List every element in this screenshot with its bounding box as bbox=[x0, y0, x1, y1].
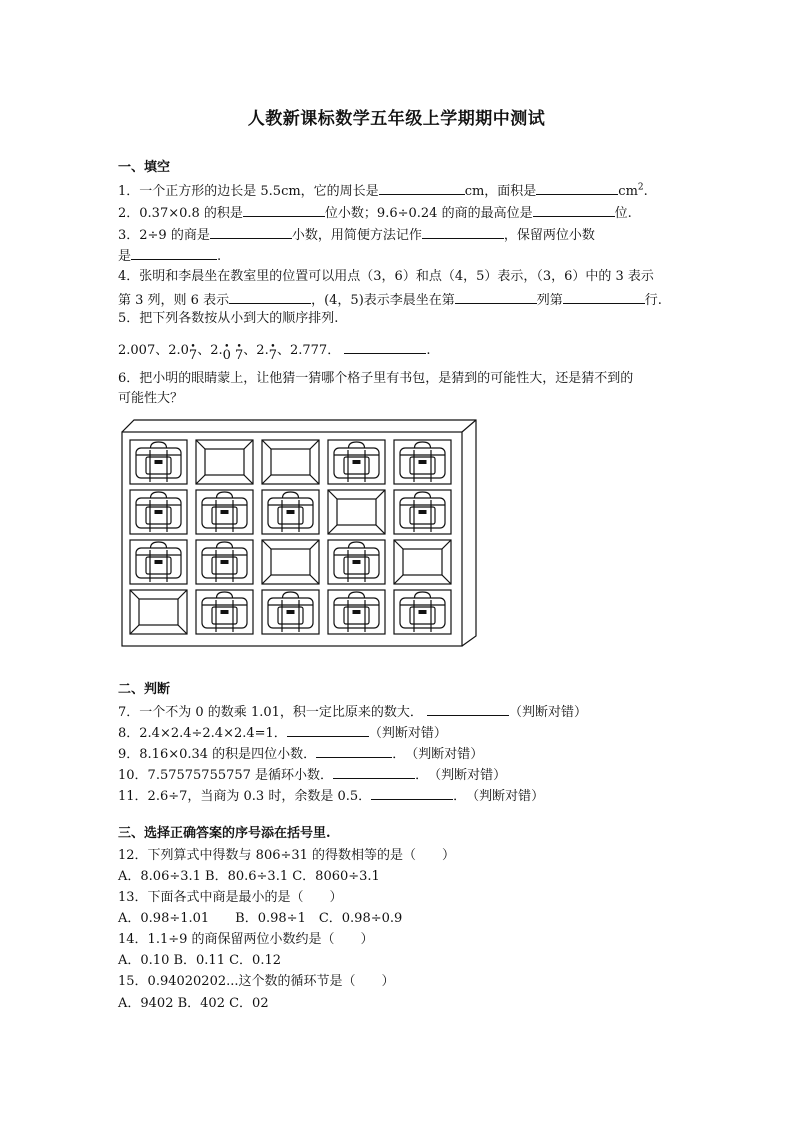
answer-blank[interactable] bbox=[229, 290, 311, 304]
question-4: 4．张明和李晨坐在教室里的位置可以用点（3，6）和点（4，5）表示，（3，6）中的 3 表示 bbox=[118, 269, 654, 284]
shelf-cell-empty bbox=[262, 540, 319, 584]
shelf-cell-bag bbox=[130, 490, 187, 534]
shelf-cell-bag bbox=[262, 490, 319, 534]
shelf-cell-bag bbox=[328, 540, 385, 584]
question-13: 13．下面各式中商是最小的是（ ） bbox=[118, 890, 343, 905]
shelf-cell-bag bbox=[328, 440, 385, 484]
question-2: 2．0.37×0.8 的积是 位小数；9.6÷0.24 的商的最高位是 位. bbox=[118, 203, 632, 223]
shelf-cell-bag bbox=[262, 590, 319, 634]
school-bag-icon bbox=[136, 542, 181, 582]
school-bag-icon bbox=[136, 492, 181, 532]
shelf-cell-bag bbox=[394, 590, 451, 634]
shelf-cell-bag bbox=[196, 490, 253, 534]
question-13-options: A．0.98÷1.01 B．0.98÷1 C．0.98÷0.9 bbox=[118, 911, 403, 926]
school-bag-icon bbox=[268, 492, 313, 532]
answer-blank[interactable] bbox=[316, 744, 392, 758]
shelf-cell-empty bbox=[328, 490, 385, 534]
school-bag-icon bbox=[202, 492, 247, 532]
question-11: 11．2.6÷7，当商为 0.3 时，余数是 0.5． ． （判断对错） bbox=[118, 786, 544, 806]
answer-blank[interactable] bbox=[333, 765, 415, 779]
shelf-cell-bag bbox=[394, 490, 451, 534]
question-3: 3．2÷9 的商是 小数，用简便方法记作 ，保留两位小数 bbox=[118, 225, 595, 245]
shelf-cell-bag bbox=[130, 540, 187, 584]
repeating-digit: • 0 bbox=[223, 347, 231, 365]
answer-blank[interactable] bbox=[455, 290, 537, 304]
shelf-cell-bag bbox=[328, 590, 385, 634]
question-8: 8．2.4×2.4÷2.4×2.4=1． （判断对错） bbox=[118, 723, 447, 743]
school-bag-icon bbox=[202, 592, 247, 632]
question-9: 9．8.16×0.34 的积是四位小数． ． （判断对错） bbox=[118, 744, 483, 764]
shelf-cell-bag bbox=[196, 540, 253, 584]
page-title: 人教新课标数学五年级上学期期中测试 bbox=[247, 109, 546, 129]
repeating-digit: • 7 bbox=[269, 347, 277, 365]
question-6-cont: 可能性大？ bbox=[118, 391, 184, 406]
answer-blank[interactable] bbox=[563, 290, 645, 304]
school-bag-icon bbox=[400, 592, 445, 632]
shelf-cell-bag bbox=[196, 590, 253, 634]
section-heading-choice: 三、选择正确答案的序号添在括号里. bbox=[118, 826, 331, 841]
shelf-cell-bag bbox=[394, 440, 451, 484]
school-bag-icon bbox=[268, 592, 313, 632]
question-7: 7．一个不为 0 的数乘 1.01，积一定比原来的数大． （判断对错） bbox=[118, 702, 587, 722]
shelf-cell-empty bbox=[394, 540, 451, 584]
answer-blank[interactable] bbox=[536, 181, 618, 195]
question-14-options: A．0.10 B．0.11 C．0.12 bbox=[118, 953, 281, 968]
answer-blank[interactable] bbox=[287, 723, 369, 737]
school-bag-icon bbox=[334, 592, 379, 632]
section-heading-fill-blank: 一、填空 bbox=[118, 160, 171, 175]
answer-blank[interactable] bbox=[344, 340, 426, 354]
question-6: 6．把小明的眼睛蒙上，让他猜一猜哪个格子里有书包，是猜到的可能性大，还是猜不到的 bbox=[118, 371, 634, 386]
school-bag-icon bbox=[136, 442, 181, 482]
school-bag-icon bbox=[202, 542, 247, 582]
answer-blank[interactable] bbox=[533, 203, 615, 217]
question-15: 15．0.94020202...这个数的循环节是（ ） bbox=[118, 974, 395, 989]
bookshelf-figure bbox=[118, 416, 484, 650]
school-bag-icon bbox=[400, 492, 445, 532]
answer-blank[interactable] bbox=[131, 246, 217, 260]
question-1: 1．一个正方形的边长是 5.5cm，它的周长是 cm，面积是 $cm^2$. bbox=[118, 182, 648, 199]
repeating-digit: • 7 bbox=[189, 347, 197, 365]
answer-blank[interactable] bbox=[243, 203, 325, 217]
answer-blank[interactable] bbox=[371, 786, 453, 800]
repeating-digit: • 7 bbox=[235, 347, 243, 365]
shelf-cell-bag bbox=[130, 440, 187, 484]
school-bag-icon bbox=[334, 542, 379, 582]
question-12-options: A．8.06÷3.1 B．80.6÷3.1 C．8060÷3.1 bbox=[118, 869, 380, 884]
school-bag-icon bbox=[334, 442, 379, 482]
question-5: 5．把下列各数按从小到大的顺序排列. bbox=[118, 311, 339, 326]
answer-blank[interactable] bbox=[210, 225, 292, 239]
section-heading-judge: 二、判断 bbox=[118, 682, 171, 697]
shelf-cell-empty bbox=[196, 440, 253, 484]
answer-blank[interactable] bbox=[427, 702, 509, 716]
shelf-cell-empty bbox=[262, 440, 319, 484]
shelf-cell-empty bbox=[130, 590, 187, 634]
answer-blank[interactable] bbox=[379, 181, 465, 195]
answer-blank[interactable] bbox=[422, 225, 504, 239]
question-5-numbers: 2.007、2.0• 7、2.• 0 • 7、2.• 7、2.777． . bbox=[118, 340, 430, 360]
question-4-cont: 第 3 列，则 6 表示 ，(4，5)表示李晨坐在第 列第 行. bbox=[118, 290, 662, 310]
question-15-options: A．9402 B．402 C．02 bbox=[118, 996, 269, 1011]
question-12: 12．下列算式中得数与 806÷31 的得数相等的是（ ） bbox=[118, 848, 456, 863]
school-bag-icon bbox=[400, 442, 445, 482]
question-14: 14．1.1÷9 的商保留两位小数约是（ ） bbox=[118, 932, 374, 947]
question-10: 10．7.57575755757 是循环小数． ． （判断对错） bbox=[118, 765, 506, 785]
question-3-cont: 是 . bbox=[118, 246, 221, 266]
